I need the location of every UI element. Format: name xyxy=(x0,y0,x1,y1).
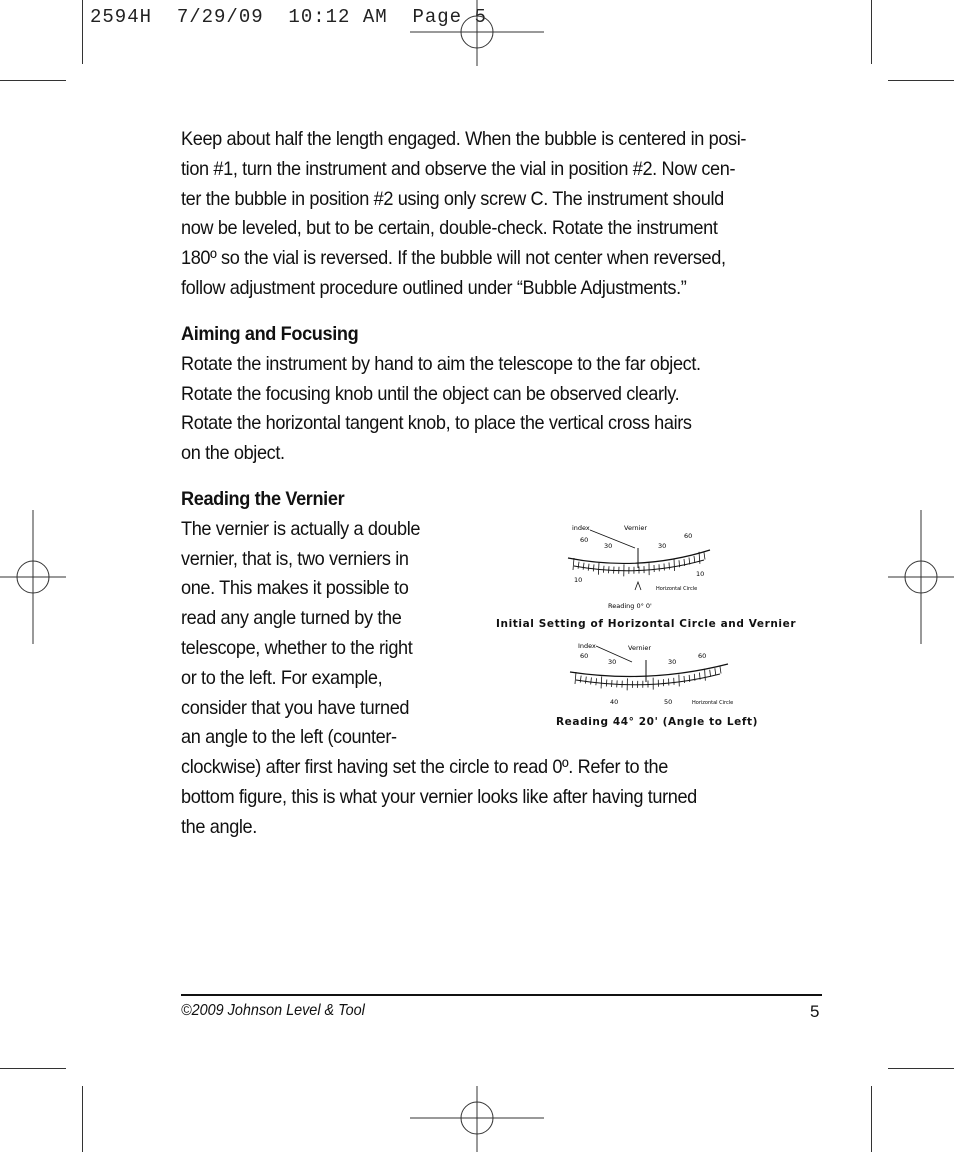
vernier-figure-initial xyxy=(560,520,720,615)
scale-label: 30 xyxy=(658,542,667,550)
text-line: consider that you have turned xyxy=(181,696,410,719)
crop-mark xyxy=(888,1068,954,1069)
scale-tick xyxy=(573,558,574,570)
section-heading: Aiming and Focusing xyxy=(181,323,359,345)
scale-label: 60 xyxy=(684,532,693,540)
registration-mark-bottom xyxy=(410,1086,544,1152)
text-line: the angle. xyxy=(181,815,257,838)
crop-mark xyxy=(82,0,83,64)
scale-ticks xyxy=(573,552,705,577)
reading-label: Reading 0° 0' xyxy=(608,602,652,610)
scale-tick xyxy=(603,566,604,573)
scale-label: 30 xyxy=(604,542,613,550)
page-number: 5 xyxy=(810,1002,820,1021)
index-pointer xyxy=(590,530,635,548)
text-line: The vernier is actually a double xyxy=(181,517,421,540)
scale-tick xyxy=(585,677,586,684)
scale-tick xyxy=(580,676,581,683)
figure-caption-initial: Initial Setting of Horizontal Circle and Vernier xyxy=(496,618,797,630)
scale-tick xyxy=(596,678,597,685)
circle-arc xyxy=(568,550,710,563)
section-heading: Reading the Vernier xyxy=(181,488,345,510)
zero-arrow xyxy=(635,582,641,590)
label-circle: Horizontal Circle xyxy=(656,586,698,592)
crop-mark xyxy=(82,1086,83,1152)
footer-copyright: ©2009 Johnson Level & Tool xyxy=(181,1002,365,1019)
text-line: ter the bubble in position #2 using only screw C. The instrument should xyxy=(181,187,724,210)
text-line: 180º so the vial is reversed. If the bubble will not center when reversed, xyxy=(181,247,726,270)
scale-tick xyxy=(588,564,589,571)
registration-mark-left xyxy=(0,510,66,644)
scale-tick xyxy=(575,672,576,684)
text-line: vernier, that is, two verniers in xyxy=(181,547,409,570)
text-line: now be leveled, but to be certain, double-check. Rotate the instrument xyxy=(181,217,718,240)
scale-tick xyxy=(694,556,695,563)
footer-rule xyxy=(181,994,822,996)
vernier-figure-reading xyxy=(560,638,750,714)
text-line: Keep about half the length engaged. When the bubble is centered in posi- xyxy=(181,128,747,150)
registration-mark-right xyxy=(888,510,954,644)
text-line: tion #1, turn the instrument and observe the vial in position #2. Now cen- xyxy=(181,157,736,180)
scale-label: 40 xyxy=(610,698,619,706)
text-line: read any angle turned by the xyxy=(181,607,402,630)
scale-tick xyxy=(715,668,716,675)
text-line: clockwise) after first having set the circle to read 0º. Refer to the xyxy=(181,756,668,779)
scale-tick xyxy=(704,553,705,560)
scale-label: 30 xyxy=(608,658,617,666)
registration-mark-top xyxy=(410,0,544,66)
text-line: an angle to the left (counter- xyxy=(181,726,397,749)
label-vernier: Vernier xyxy=(628,644,652,652)
aiming-section xyxy=(181,320,776,469)
printer-slug: 2594H 7/29/09 10:12 AM Page 5 xyxy=(90,6,487,28)
crop-mark xyxy=(0,1068,66,1069)
scale-label: 60 xyxy=(580,652,589,660)
scale-tick xyxy=(674,559,675,571)
label-index: index xyxy=(572,524,590,532)
text-line: one. This makes it possible to xyxy=(181,577,409,600)
text-line: on the object. xyxy=(181,442,285,465)
scale-tick xyxy=(591,677,592,684)
intro-paragraph xyxy=(181,125,776,304)
scale-tick xyxy=(606,680,607,687)
crop-mark xyxy=(0,80,66,81)
scale-label: 30 xyxy=(668,658,677,666)
crop-mark xyxy=(871,1086,872,1152)
scale-tick xyxy=(612,680,613,687)
text-line: Rotate the focusing knob until the object can be observed clearly. xyxy=(181,382,680,405)
label-index: Index xyxy=(578,642,596,650)
scale-label: 10 xyxy=(574,576,583,584)
text-line: telescope, whether to the right xyxy=(181,636,413,659)
scale-tick xyxy=(601,676,602,688)
text-line: Rotate the horizontal tangent knob, to place the vertical cross hairs xyxy=(181,412,692,435)
scale-label: 60 xyxy=(580,536,589,544)
label-circle: Horizontal Circle xyxy=(692,700,734,706)
scale-tick xyxy=(593,564,594,571)
text-line: follow adjustment procedure outlined under “Bubble Adjustments.” xyxy=(181,276,687,299)
scale-tick xyxy=(710,670,711,677)
scale-tick xyxy=(684,676,685,683)
scale-tick xyxy=(598,563,599,575)
scale-tick xyxy=(705,669,706,681)
figure-caption-reading: Reading 44° 20' (Angle to Left) xyxy=(556,716,759,728)
text-line: bottom figure, this is what your vernier looks like after having turned xyxy=(181,785,697,808)
scale-tick xyxy=(583,563,584,570)
text-line: Rotate the instrument by hand to aim the telescope to the far object. xyxy=(181,352,701,375)
crop-mark xyxy=(871,0,872,64)
scale-label: 60 xyxy=(698,652,707,660)
scale-label: 10 xyxy=(696,570,705,578)
scale-tick xyxy=(578,562,579,569)
text-line: or to the left. For example, xyxy=(181,666,383,689)
scale-tick xyxy=(720,667,721,674)
label-vernier: Vernier xyxy=(624,524,648,532)
crop-mark xyxy=(888,80,954,81)
scale-label: 50 xyxy=(664,698,673,706)
